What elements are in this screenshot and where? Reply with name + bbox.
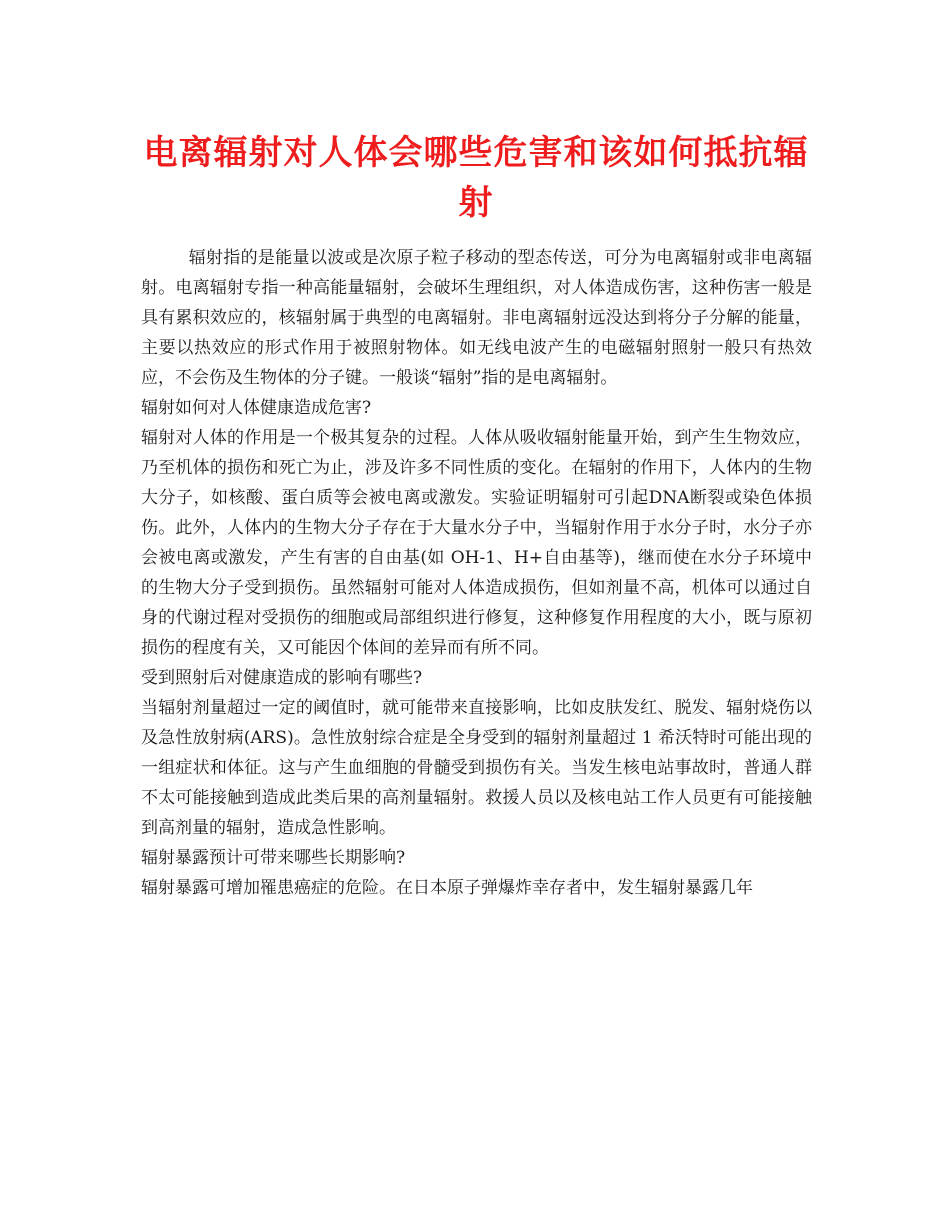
paragraph-health-harm: 辐射对人体的作用是一个极其复杂的过程。人体从吸收辐射能量开始，到产生生物效应，乃至机体的损伤和死亡为止，涉及许多不同性质的变化。在辐射的作用下，人体内的生物大分子，如核酸、蛋白质等会被电离或激发。实验证明辐射可引起DNA断裂或染色体损伤。此外，人体内的生物大分子存在于大量水分子中，当辐射作用于水分子时，水分子亦会被电离或激发，产生有害的自由基(如 OH-1、H+自由基等)，继而使在水分子环境中的生物大分子受到损伤。虽然辐射可能对人体造成损伤，但如剂量不高，机体可以通过自身的代谢过程对受损伤的细胞或局部组织进行修复，这种修复作用程度的大小，既与原初损伤的程度有关，又可能因个体间的差异而有所不同。 (141, 428, 812, 658)
paragraph-intro: 辐射指的是能量以波或是次原子粒子移动的型态传送，可分为电离辐射或非电离辐射。电离辐射专指一种高能量辐射，会破坏生理组织，对人体造成伤害，这种伤害一般是具有累积效应的，核辐射属于典型的电离辐射。非电离辐射远没达到将分子分解的能量，主要以热效应的形式作用于被照射物体。如无线电波产生的电磁辐射照射一般只有热效应，不会伤及生物体的分子键。一般谈“辐射”指的是电离辐射。 (141, 248, 812, 388)
document-title: 电离辐射对人体会哪些危害和该如何抵抗辐射 (143, 133, 809, 223)
paragraph-long-term: 辐射暴露可增加罹患癌症的危险。在日本原子弹爆炸幸存者中，发生辐射暴露几年 (141, 878, 753, 898)
paragraph-effects: 当辐射剂量超过一定的阈值时，就可能带来直接影响，比如皮肤发红、脱发、辐射烧伤以及急性放射病(ARS)。急性放射综合症是全身受到的辐射剂量超过 1 希沃特时可能出现的一组症状和体征。这与产生血细胞的骨髓受到损伤有关。当发生核电站事故时，普通人群不太可能接触到造成此类后果的高剂量辐射。救援人员以及核电站工作人员更有可能接触到高剂量的辐射，造成急性影响。 (141, 698, 812, 838)
question-heading-health-harm: 辐射如何对人体健康造成危害? (141, 398, 372, 418)
question-heading-long-term: 辐射暴露预计可带来哪些长期影响? (141, 848, 406, 868)
question-heading-effects: 受到照射后对健康造成的影响有哪些? (141, 668, 423, 688)
document-body (141, 243, 812, 903)
